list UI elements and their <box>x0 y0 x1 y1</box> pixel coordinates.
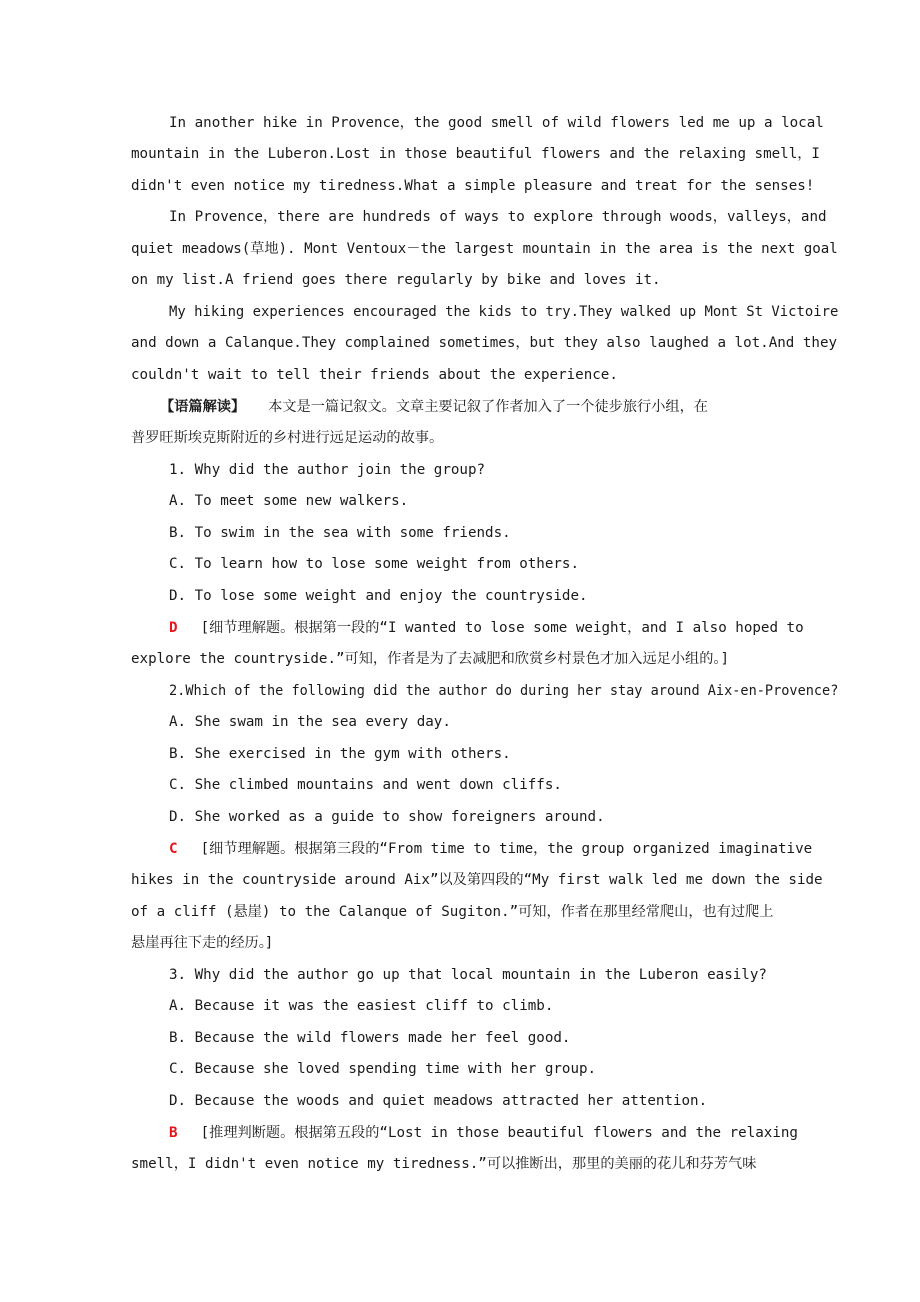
passage-p5-line-2: mountain in the Luberon.Lost in those beautiful flowers and the relaxing smell，I <box>131 146 820 162</box>
question-2-option-b: B. She exercised in the gym with others. <box>169 746 511 762</box>
passage-p7-line-3: couldn't wait to tell their friends about the experience. <box>131 367 618 383</box>
question-2-answer: C <box>169 841 178 857</box>
question-1-answer: D <box>169 620 178 636</box>
question-2-option-a: A. She swam in the sea every day. <box>169 714 451 730</box>
question-2-stem: 2.Which of the following did the author do during her stay around Aix-en-Provence? <box>169 683 839 699</box>
question-2-explanation-line-4: 悬崖再往下走的经历。] <box>131 935 272 951</box>
question-2-explanation-line-2: hikes in the countryside around Aix”以及第四段的“My first walk led me down the side <box>131 872 823 888</box>
question-2-option-d: D. She worked as a guide to show foreigners around. <box>169 809 605 825</box>
question-2-explanation-line-3: of a cliff (悬崖) to the Calanque of Sugiton.”可知，作者在那里经常爬山，也有过爬上 <box>131 904 774 920</box>
question-3-option-b: B. Because the wild flowers made her feel good. <box>169 1030 571 1046</box>
question-1-option-d: D. To lose some weight and enjoy the countryside. <box>169 588 588 604</box>
passage-p5-line-1: In another hike in Provence，the good smell of wild flowers led me up a local <box>169 115 824 131</box>
question-2-option-c: C. She climbed mountains and went down cliffs. <box>169 777 562 793</box>
question-3-explanation-line-2: smell，I didn't even notice my tiredness.”可以推断出，那里的美丽的花儿和芬芳气味 <box>131 1156 757 1172</box>
question-3-option-d: D. Because the woods and quiet meadows attracted her attention. <box>169 1093 708 1109</box>
passage-p7-line-1: My hiking experiences encouraged the kids to try.They walked up Mont St Victoire <box>169 304 839 320</box>
analysis-text-1: 本文是一篇记叙文。文章主要记叙了作者加入了一个徒步旅行小组，在 <box>268 399 708 415</box>
question-1-explanation-text-1: [细节理解题。根据第一段的“I wanted to lose some weight，and I also hoped to <box>200 620 804 636</box>
question-1-option-a: A. To meet some new walkers. <box>169 493 409 509</box>
question-1-option-c: C. To learn how to lose some weight from others. <box>169 556 579 572</box>
question-3-option-c: C. Because she loved spending time with her group. <box>169 1061 597 1077</box>
question-3-option-a: A. Because it was the easiest cliff to climb. <box>169 998 554 1014</box>
passage-p6-line-1: In Provence，there are hundreds of ways to explore through woods，valleys，and <box>169 209 827 225</box>
question-1-explanation-line-1 <box>169 618 804 638</box>
question-3-answer: B <box>169 1125 178 1141</box>
passage-p7-line-2: and down a Calanque.They complained sometimes，but they also laughed a lot.And they <box>131 335 838 351</box>
question-1-option-b: B. To swim in the sea with some friends. <box>169 525 511 541</box>
passage-p6-line-3: on my list.A friend goes there regularly by bike and loves it. <box>131 272 661 288</box>
question-2-explanation-text-1: [细节理解题。根据第三段的“From time to time，the group organized imaginative <box>200 841 813 857</box>
passage-p6-line-2: quiet meadows(草地). Mont Ventoux－the largest mountain in the area is the next goal <box>131 241 838 257</box>
question-2-explanation-line-1 <box>169 839 812 859</box>
question-3-explanation-text-1: [推理判断题。根据第五段的“Lost in those beautiful flowers and the relaxing <box>200 1125 798 1141</box>
analysis-line-2: 普罗旺斯埃克斯附近的乡村进行远足运动的故事。 <box>131 430 444 446</box>
analysis-label: 【语篇解读】 <box>160 399 246 415</box>
question-1-explanation-line-2: explore the countryside.”可知，作者是为了去减肥和欣赏乡村景色才加入远足小组的。] <box>131 651 730 667</box>
passage-p5-line-3: didn't even notice my tiredness.What a simple pleasure and treat for the senses! <box>131 178 815 194</box>
question-3-explanation-line-1 <box>169 1123 798 1143</box>
question-3-stem: 3. Why did the author go up that local mountain in the Luberon easily? <box>169 967 767 983</box>
analysis-line-1 <box>160 397 708 417</box>
question-1-stem: 1. Why did the author join the group? <box>169 462 486 478</box>
